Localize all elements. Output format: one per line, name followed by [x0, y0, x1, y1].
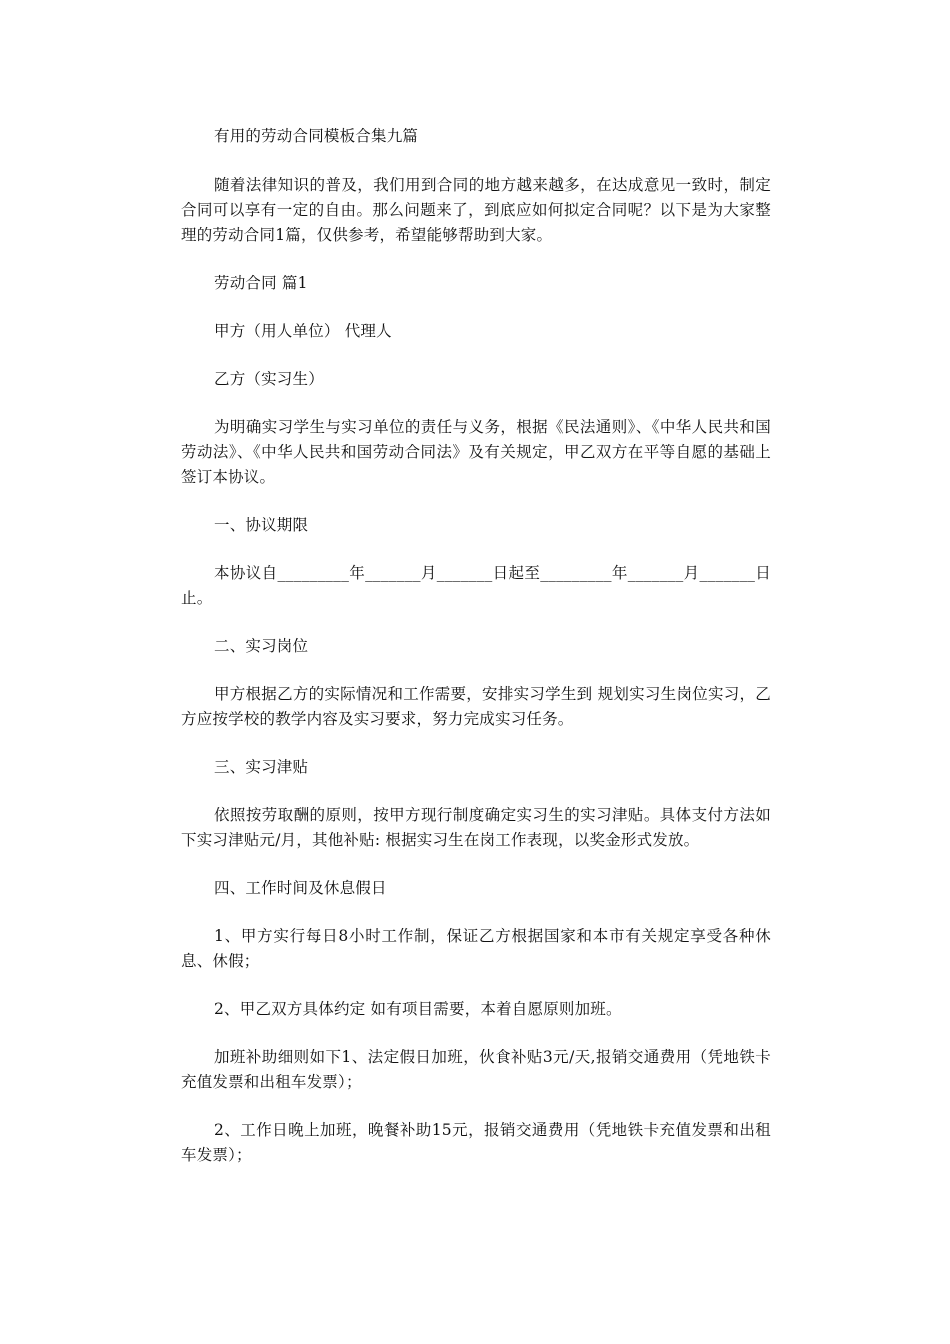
preamble-paragraph: 为明确实习学生与实习单位的责任与义务，根据《民法通则》、《中华人民共和国劳动法》、《中华人民共和国劳动合同法》及有关规定，甲乙双方在平等自愿的基础上签订本协议。	[181, 418, 771, 486]
overtime-item-1: 加班补助细则如下1、法定假日加班，伙食补贴3元/天,报销交通费用（凭地铁卡充值发票和出租车发票）；	[181, 1048, 771, 1091]
hours-item-1: 1、甲方实行每日8小时工作制，保证乙方根据国家和本市有关规定享受各种休息、休假；	[181, 927, 771, 970]
document-title: 有用的劳动合同模板合集九篇	[214, 127, 419, 145]
clause-heading-position: 二、实习岗位	[214, 637, 309, 655]
clause-heading-hours: 四、工作时间及休息假日	[214, 879, 387, 897]
clause-heading-allowance: 三、实习津贴	[214, 758, 309, 776]
hours-item-2: 2、甲乙双方具体约定 如有项目需要，本着自愿原则加班。	[214, 1000, 622, 1018]
party-b-line: 乙方（实习生）	[214, 370, 324, 388]
party-a-line: 甲方（用人单位） 代理人	[214, 322, 392, 340]
allowance-paragraph: 依照按劳取酬的原则，按甲方现行制度确定实习生的实习津贴。具体支付方法如下实习津贴元/月，其他补贴: 根据实习生在岗工作表现，以奖金形式发放。	[181, 806, 771, 849]
clause-heading-term: 一、协议期限	[214, 516, 309, 534]
document-body	[181, 124, 771, 1191]
term-paragraph: 本协议自_________年_______月_______日起至_________年_______月_______日止。	[181, 564, 771, 607]
intro-paragraph: 随着法律知识的普及，我们用到合同的地方越来越多，在达成意见一致时，制定合同可以享有一定的自由。那么问题来了，到底应如何拟定合同呢？以下是为大家整理的劳动合同1篇，仅供参考，希望能够帮助到大家。	[181, 176, 771, 244]
position-paragraph: 甲方根据乙方的实际情况和工作需要，安排实习学生到 规划实习生岗位实习，乙方应按学校的教学内容及实习要求，努力完成实习任务。	[181, 685, 771, 728]
overtime-item-2: 2、工作日晚上加班，晚餐补助15元，报销交通费用（凭地铁卡充值发票和出租车发票）；	[181, 1121, 771, 1164]
section-heading-contract-1: 劳动合同 篇1	[214, 274, 308, 292]
